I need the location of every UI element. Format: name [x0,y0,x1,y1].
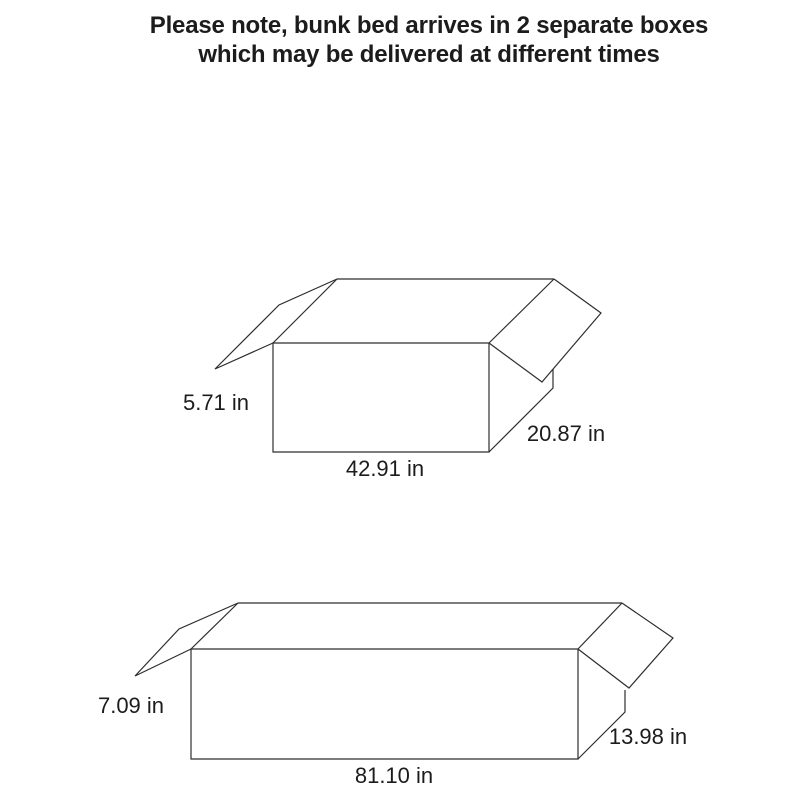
box-1-top-left-hinge-edge [273,279,337,343]
box-2-left-flap [135,603,238,676]
delivery-note-line1: Please note, bunk bed arrives in 2 separate boxes [149,12,709,39]
box-1-front-face [273,343,489,452]
delivery-note-line2: which may be delivered at different times [198,40,660,68]
box-2-length-label: 81.10 in [354,763,434,788]
box-2-top-right-hinge-edge [578,603,622,649]
box-2-depth-label: 13.98 in [608,724,688,749]
box-2-top-left-hinge-edge [191,603,238,649]
box-1-depth-label: 20.87 in [526,421,606,446]
box-2-drawing [135,603,673,759]
box-1-top-right-hinge-edge [489,279,554,343]
box-1-right-flap [489,279,601,382]
box-1-length-label: 42.91 in [345,456,425,481]
box-2-right-flap [578,603,673,688]
box-1-left-flap [215,279,337,369]
box-2-front-face [191,649,578,759]
box-1-height-label: 5.71 in [182,390,250,415]
box-2-height-label: 7.09 in [97,693,165,718]
